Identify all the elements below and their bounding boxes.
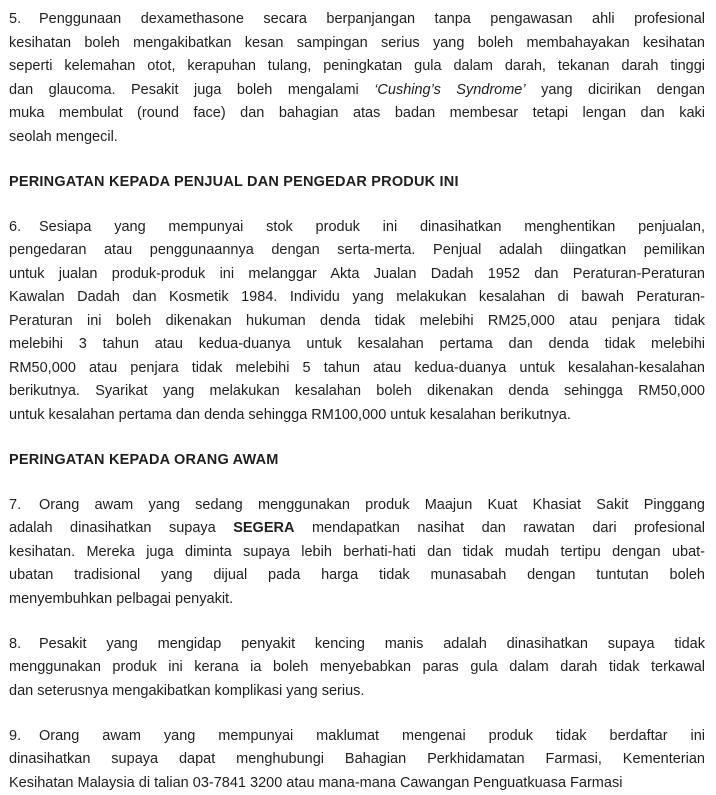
text-line	[9, 564, 705, 588]
text-line	[9, 102, 705, 126]
text-segment: kesihatan. Mereka juga diminta supaya lebih berhati-hati dan tidak mudah tertipu dengan ubat-	[9, 544, 705, 560]
text-line	[9, 725, 705, 749]
text-segment: menyembuhkan pelbagai penyakit.	[9, 591, 233, 607]
paragraph-6	[9, 216, 705, 428]
paragraph-number: 9.	[9, 725, 39, 749]
text-segment: Sesiapa yang mempunyai stok produk ini dinasihatkan menghentikan penjualan,	[39, 219, 705, 235]
text-line	[9, 333, 705, 357]
text-segment: seperti kelemahan otot, kerapuhan tulang, peningkatan gula dalam darah, tekanan darah tinggi	[9, 58, 705, 74]
text-line	[9, 380, 705, 404]
text-segment: Kawalan Dadah dan Kosmetik 1984. Individu yang melakukan kesalahan di bawah Peraturan-	[9, 289, 705, 305]
section-heading: PERINGATAN KEPADA ORANG AWAM	[9, 449, 705, 473]
text-segment: ubatan tradisional yang dijual pada harga tidak munasabah dengan tuntutan boleh	[9, 567, 705, 583]
text-line	[9, 680, 705, 704]
text-segment: yang dicirikan dengan	[526, 82, 705, 98]
text-line	[9, 8, 705, 32]
text-segment: Orang awam yang mempunyai maklumat mengenai produk tidak berdaftar ini	[39, 728, 705, 744]
paragraph-7	[9, 494, 705, 612]
text-line	[9, 286, 705, 310]
text-line	[9, 126, 705, 150]
text-line	[9, 517, 705, 541]
text-line	[9, 79, 705, 103]
text-line	[9, 588, 705, 612]
paragraph-5	[9, 8, 705, 149]
text-line	[9, 263, 705, 287]
text-segment: menggunakan produk ini kerana ia boleh menyebabkan paras gula dalam darah tidak terkawal	[9, 659, 705, 675]
text-segment: RM50,000 atau penjara tidak melebihi 5 tahun atau kedua-duanya untuk kesalahan-kesalahan	[9, 360, 705, 376]
text-line	[9, 772, 705, 795]
bold-text: SEGERA	[233, 520, 294, 536]
text-line	[9, 55, 705, 79]
text-line	[9, 633, 705, 657]
paragraph-9	[9, 725, 705, 795]
text-line	[9, 494, 705, 518]
text-line	[9, 310, 705, 334]
paragraph-number: 5.	[9, 8, 39, 32]
text-segment: berikutnya. Syarikat yang melakukan kesalahan boleh dikenakan denda sehingga RM50,000	[9, 383, 705, 399]
text-segment: Penggunaan dexamethasone secara berpanjangan tanpa pengawasan ahli profesional	[39, 11, 705, 27]
text-line	[9, 656, 705, 680]
paragraph-number: 7.	[9, 494, 39, 518]
text-line	[9, 404, 705, 428]
text-segment: untuk jualan produk-produk ini melanggar Akta Jualan Dadah 1952 dan Peraturan-Peraturan	[9, 266, 705, 282]
text-segment: mendapatkan nasihat dan rawatan dari profesional	[294, 520, 705, 536]
italic-text: ‘Cushing’s Syndrome’	[374, 82, 525, 98]
text-line	[9, 239, 705, 263]
text-segment: pengedaran atau penggunaannya dengan serta-merta. Penjual adalah diingatkan pemilikan	[9, 242, 705, 258]
paragraph-number: 8.	[9, 633, 39, 657]
text-segment: seolah mengecil.	[9, 129, 118, 145]
text-line	[9, 357, 705, 381]
text-segment: Orang awam yang sedang menggunakan produk Maajun Kuat Khasiat Sakit Pinggang	[39, 497, 705, 513]
text-segment: muka membulat (round face) dan bahagian atas badan membesar tetapi lengan dan kaki	[9, 105, 705, 121]
section-heading: PERINGATAN KEPADA PENJUAL DAN PENGEDAR PRODUK INI	[9, 171, 705, 195]
text-segment: untuk kesalahan pertama dan denda sehingga RM100,000 untuk kesalahan berikutnya.	[9, 407, 571, 423]
text-segment: dan glaucoma. Pesakit juga boleh mengalami	[9, 82, 374, 98]
text-segment: Pesakit yang mengidap penyakit kencing manis adalah dinasihatkan supaya tidak	[39, 636, 705, 652]
text-segment: dinasihatkan supaya dapat menghubungi Bahagian Perkhidamatan Farmasi, Kementerian	[9, 751, 705, 767]
text-line	[9, 541, 705, 565]
text-line	[9, 748, 705, 772]
text-segment: Kesihatan Malaysia di talian 03-7841 3200 atau mana-mana Cawangan Penguatkuasa Farmasi	[9, 775, 622, 791]
text-segment: melebihi 3 tahun atau kedua-duanya untuk kesalahan pertama dan denda tidak melebihi	[9, 336, 705, 352]
text-line	[9, 32, 705, 56]
text-segment: Peraturan ini boleh dikenakan hukuman denda tidak melebihi RM25,000 atau penjara tidak	[9, 313, 705, 329]
text-segment: adalah dinasihatkan supaya	[9, 520, 233, 536]
paragraph-8	[9, 633, 705, 704]
text-segment: kesihatan boleh mengakibatkan kesan sampingan serius yang boleh membahayakan kesihatan	[9, 35, 705, 51]
paragraph-number: 6.	[9, 216, 39, 240]
text-line	[9, 216, 705, 240]
text-segment: dan seterusnya mengakibatkan komplikasi yang serius.	[9, 683, 364, 699]
